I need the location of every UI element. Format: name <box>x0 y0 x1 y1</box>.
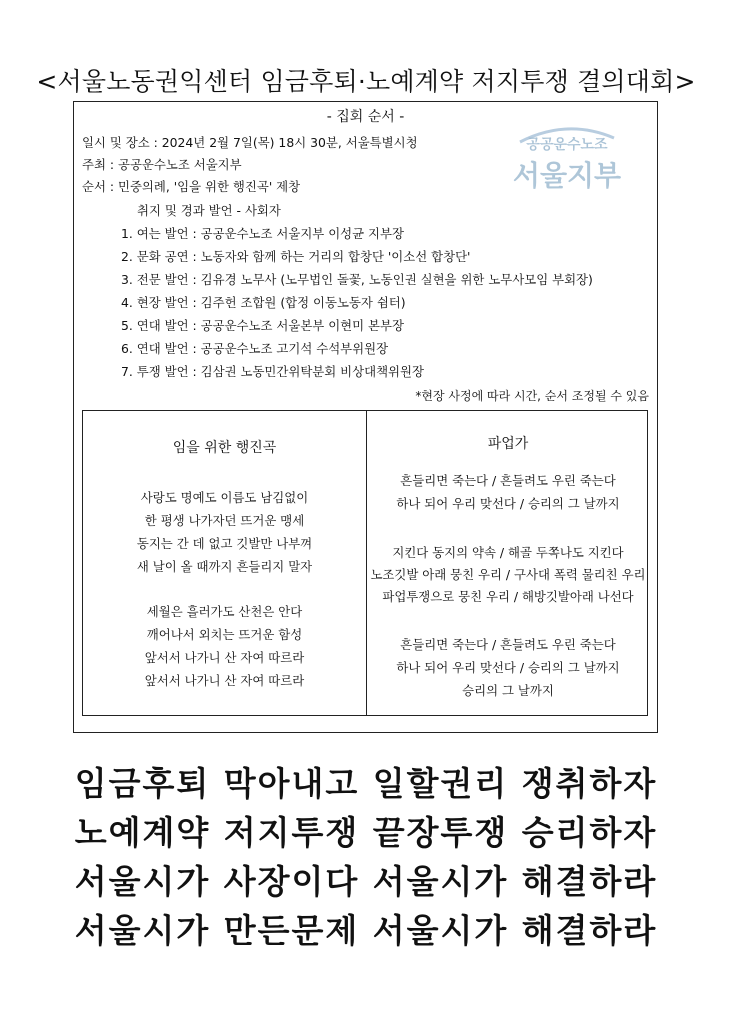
song-right-line: 승리의 그 날까지 <box>462 683 554 698</box>
song-left-line: 동지는 간 데 없고 깃발만 나부껴 <box>136 536 313 551</box>
song-right-line: 파업투쟁으로 뭉친 우리 / 해방깃발아래 나선다 <box>382 589 634 604</box>
song-right-line: 흔들리면 죽는다 / 흔들려도 우린 죽는다 <box>400 637 616 652</box>
schedule-note: *현장 사정에 따라 시간, 순서 조정될 수 있음 <box>415 389 649 403</box>
song-right-title: 파업가 <box>487 436 529 452</box>
slogan: 임금후퇴 막아내고 일할권리 쟁취하자 <box>74 764 658 803</box>
program-item: 4. 현장 발언 : 김주헌 조합원 (합정 이동노동자 쉼터) <box>121 295 406 310</box>
logo-small-text: 공공운수노조 <box>526 137 608 153</box>
slogan: 서울시가 사장이다 서울시가 해결하라 <box>74 862 658 901</box>
info-purpose: 취지 및 경과 발언 - 사회자 <box>137 203 281 218</box>
info-host: 주최 : 공공운수노조 서울지부 <box>82 157 242 172</box>
program-item: 7. 투쟁 발언 : 김삼권 노동민간위탁분회 비상대책위원장 <box>121 364 424 379</box>
program-item: 5. 연대 발언 : 공공운수노조 서울본부 이현미 본부장 <box>121 318 404 333</box>
song-right-line: 노조깃발 아래 뭉친 우리 / 구사대 폭력 물리친 우리 <box>370 567 646 582</box>
song-left-line: 앞서서 나가니 산 자여 따르라 <box>144 673 305 688</box>
program-box <box>73 101 658 733</box>
program-item: 2. 문화 공연 : 노동자와 함께 하는 거리의 합창단 '이소선 합창단' <box>121 249 471 264</box>
slogan: 노예계약 저지투쟁 끝장투쟁 승리하자 <box>74 813 658 852</box>
song-right-line: 하나 되어 우리 맞선다 / 승리의 그 날까지 <box>396 496 620 511</box>
program-item: 1. 여는 발언 : 공공운수노조 서울지부 이성균 지부장 <box>121 226 404 241</box>
program-item: 3. 전문 발언 : 김유경 노무사 (노무법인 돌꽃, 노동인권 실현을 위한 노무사모임 부회장) <box>121 272 593 287</box>
song-left-line: 한 평생 나가자던 뜨거운 맹세 <box>144 513 305 528</box>
logo-big-text: 서울지부 <box>512 159 622 192</box>
union-logo <box>502 120 632 192</box>
song-right-line: 하나 되어 우리 맞선다 / 승리의 그 날까지 <box>396 660 620 675</box>
slogan: 서울시가 만든문제 서울시가 해결하라 <box>74 911 658 950</box>
program-item: 6. 연대 발언 : 공공운수노조 고기석 수석부위원장 <box>121 341 389 356</box>
song-left-line: 앞서서 나가니 산 자여 따르라 <box>144 650 305 665</box>
songs-box <box>82 410 648 716</box>
song-right-line: 지킨다 동지의 약속 / 해골 두쪽나도 지킨다 <box>392 545 624 560</box>
info-date-place: 일시 및 장소 : 2024년 2월 7일(목) 18시 30분, 서울특별시청 <box>82 135 418 150</box>
info-order: 순서 : 민중의례, '임을 위한 행진곡' 제창 <box>82 179 301 194</box>
program-heading: - 집회 순서 - <box>326 109 405 125</box>
song-left-line: 깨어나서 외치는 뜨거운 함성 <box>146 627 303 642</box>
song-left-title: 임을 위한 행진곡 <box>172 440 277 456</box>
song-left-line: 세월은 흘러가도 산천은 안다 <box>146 604 303 619</box>
song-left-line: 사랑도 명예도 이름도 남김없이 <box>140 490 309 505</box>
song-left-line: 새 날이 올 때까지 흔들리지 말자 <box>136 559 313 574</box>
song-right-line: 흔들리면 죽는다 / 흔들려도 우린 죽는다 <box>400 473 616 488</box>
page-title: <서울노동권익센터 임금후퇴·노예계약 저지투쟁 결의대회> <box>36 67 696 96</box>
